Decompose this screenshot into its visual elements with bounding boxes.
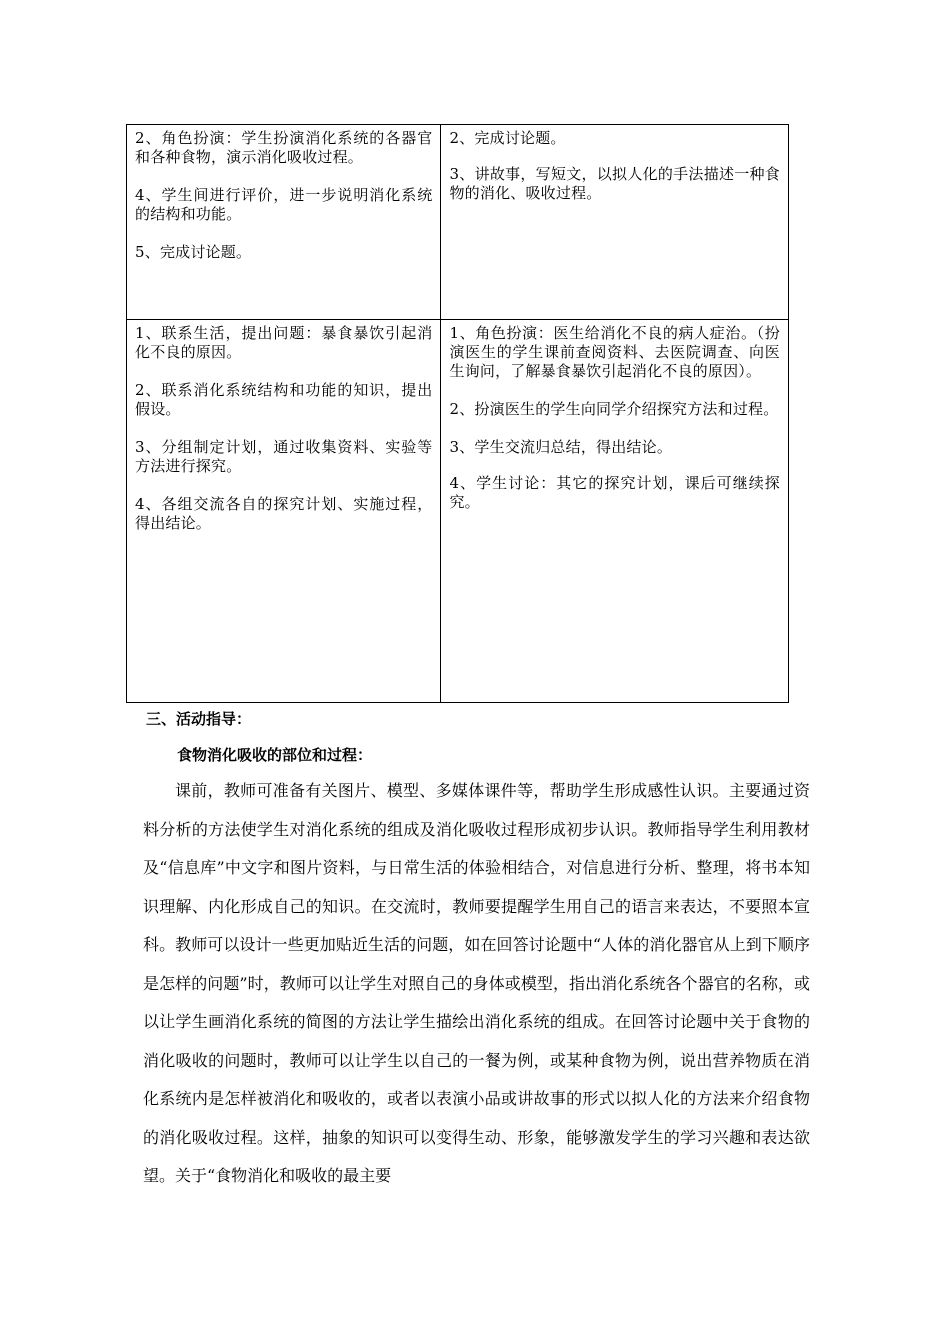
table-cell-student-activity: [127, 125, 441, 320]
cell-text: 5、完成讨论题。: [135, 243, 252, 261]
cell-text: 4、学生讨论：其它的探究计划，课后可继续探究。: [449, 474, 780, 511]
activity-table: [126, 124, 789, 703]
table-cell-extension-activity: [441, 320, 789, 703]
cell-text: 4、学生间进行评价，进一步说明消化系统的结构和功能。: [135, 186, 433, 223]
cell-text: 4、各组交流各自的探究计划、实施过程，得出结论。: [135, 495, 433, 532]
cell-text: 1、角色扮演：医生给消化不良的病人症治。（扮演医生的学生课前查阅资料、去医院调查、向医生询问，了解暴食暴饮引起消化不良的原因）。: [449, 324, 780, 380]
cell-text: 1、联系生活，提出问题：暴食暴饮引起消化不良的原因。: [135, 324, 433, 361]
cell-text: 3、讲故事，写短文，以拟人化的手法描述一种食物的消化、吸收过程。: [449, 165, 780, 202]
cell-text: 2、完成讨论题。: [449, 129, 566, 147]
table-cell-student-activity: [127, 320, 441, 703]
table-row: [127, 320, 789, 703]
table-row: [127, 125, 789, 320]
cell-text: 2、角色扮演：学生扮演消化系统的各器官和各种食物，演示消化吸收过程。: [135, 129, 433, 166]
cell-text: 2、联系消化系统结构和功能的知识，提出假设。: [135, 381, 433, 418]
sub-heading: 食物消化吸收的部位和过程：: [177, 746, 373, 764]
cell-text: 3、分组制定计划，通过收集资料、实验等方法进行探究。: [135, 438, 433, 475]
body-paragraph: 课前，教师可准备有关图片、模型、多媒体课件等，帮助学生形成感性认识。主要通过资料分析的方法使学生对消化系统的组成及消化吸收过程形成初步认识。教师指导学生利用教材及“信息库”中文字和图片资料，与日常生活的体验相结合，对信息进行分析、整理，将书本知识理解、内化形成自己的知识。在交流时，教师要提醒学生用自己的语言来表达，不要照本宣科。教师可以设计一些更加贴近生活的问题，如在回答讨论题中“人体的消化器官从上到下顺序是怎样的问题”时，教师可以让学生对照自己的身体或模型，指出消化系统各个器官的名称，或以让学生画消化系统的简图的方法让学生描绘出消化系统的组成。在回答讨论题中关于食物的消化吸收的问题时，教师可以让学生以自己的一餐为例，或某种食物为例，说出营养物质在消化系统内是怎样被消化和吸收的，或者以表演小品或讲故事的形式以拟人化的方法来介绍食物的消化吸收过程。这样，抽象的知识可以变得生动、形象，能够激发学生的学习兴趣和表达欲望。关于“食物消化和吸收的最主要: [143, 781, 810, 1185]
cell-text: 2、扮演医生的学生向同学介绍探究方法和过程。: [449, 400, 779, 418]
cell-text: 3、学生交流归总结，得出结论。: [449, 438, 673, 456]
table-cell-extension-activity: [441, 125, 789, 320]
section-heading: 三、活动指导：: [146, 710, 252, 728]
